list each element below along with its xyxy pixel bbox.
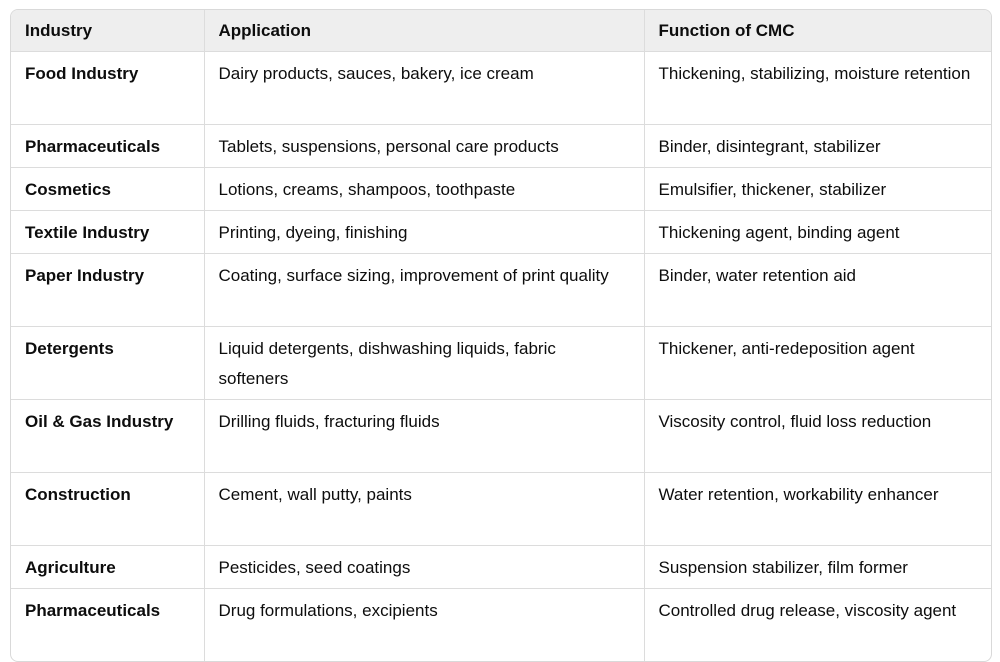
table-row <box>11 254 991 327</box>
application-cell: Pesticides, seed coatings <box>204 546 644 589</box>
application-cell: Drilling fluids, fracturing fluids <box>204 400 644 473</box>
table-row <box>11 473 991 546</box>
application-cell: Lotions, creams, shampoos, toothpaste <box>204 168 644 211</box>
table-header <box>11 10 991 52</box>
application-cell: Drug formulations, excipients <box>204 589 644 662</box>
table-row <box>11 211 991 254</box>
application-cell: Dairy products, sauces, bakery, ice cream <box>204 52 644 125</box>
industry-cell: Cosmetics <box>11 168 204 211</box>
application-cell: Coating, surface sizing, improvement of print quality <box>204 254 644 327</box>
application-cell: Liquid detergents, dishwashing liquids, fabric softeners <box>204 327 644 400</box>
industry-cell: Pharmaceuticals <box>11 125 204 168</box>
table-row <box>11 327 991 400</box>
function-cell: Thickener, anti-redeposition agent <box>644 327 991 400</box>
industry-cell: Detergents <box>11 327 204 400</box>
table-row <box>11 125 991 168</box>
industry-cell: Food Industry <box>25 64 139 83</box>
function-cell: Thickening agent, binding agent <box>644 211 991 254</box>
column-header-function: Function of CMC <box>644 10 991 52</box>
industry-cell: Pharmaceuticals <box>11 589 204 662</box>
industry-cell: Oil & Gas Industry <box>11 400 204 473</box>
column-header-application: Application <box>204 10 644 52</box>
function-cell: Binder, disintegrant, stabilizer <box>644 125 991 168</box>
function-cell: Controlled drug release, viscosity agent <box>644 589 991 662</box>
cmc-applications-table <box>10 9 992 662</box>
application-cell: Printing, dyeing, finishing <box>204 211 644 254</box>
industry-cell: Construction <box>11 473 204 546</box>
function-cell: Water retention, workability enhancer <box>644 473 991 546</box>
industry-cell: Agriculture <box>11 546 204 589</box>
table-row <box>11 589 991 662</box>
application-cell: Tablets, suspensions, personal care products <box>204 125 644 168</box>
column-header-industry: Industry <box>11 10 204 52</box>
table-row <box>11 52 991 125</box>
table-row <box>11 168 991 211</box>
table-body <box>11 52 991 662</box>
data-table <box>11 10 991 661</box>
function-cell: Suspension stabilizer, film former <box>644 546 991 589</box>
table-row <box>11 400 991 473</box>
application-cell: Cement, wall putty, paints <box>204 473 644 546</box>
function-cell: Viscosity control, fluid loss reduction <box>644 400 991 473</box>
industry-cell: Paper Industry <box>11 254 204 327</box>
header-row <box>11 10 991 52</box>
table-row <box>11 546 991 589</box>
industry-cell: Textile Industry <box>11 211 204 254</box>
function-cell: Emulsifier, thickener, stabilizer <box>644 168 991 211</box>
function-cell: Binder, water retention aid <box>644 254 991 327</box>
function-cell: Thickening, stabilizing, moisture retention <box>644 52 991 125</box>
